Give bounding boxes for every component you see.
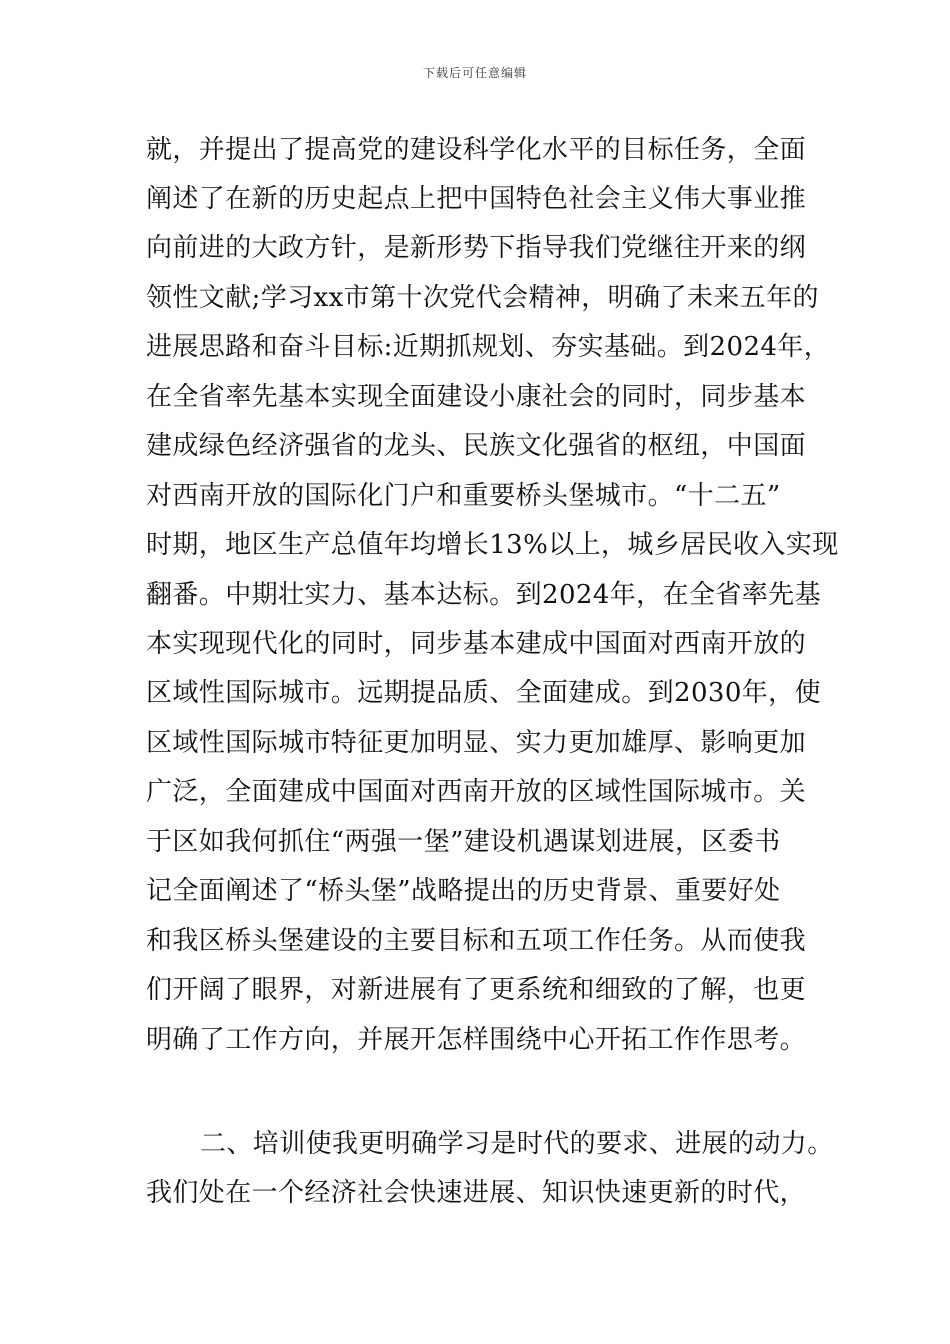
text-line: 广泛，全面建成中国面对西南开放的区域性国际城市。关 <box>146 777 807 807</box>
text-line: 和我区桥头堡建设的主要目标和五项工作任务。从而使我 <box>146 926 807 956</box>
page-header: 下载后可任意编辑 <box>422 66 527 80</box>
text-line: 进展思路和奋斗目标:近期抓规划、夯实基础。到2024年， <box>146 332 831 362</box>
text-line: 记全面阐述了“桥头堡”战略提出的历史背景、重要好处 <box>146 876 781 906</box>
text-line: 我们处在一个经济社会快速进展、知识快速更新的时代， <box>146 1178 807 1208</box>
text-line: 本实现现代化的同时，同步基本建成中国面对西南开放的 <box>146 629 807 659</box>
text-line: 于区如我何抓住“两强一堡”建设机遇谋划进展，区委书 <box>146 827 781 857</box>
text-line: 阐述了在新的历史起点上把中国特色社会主义伟大事业推 <box>146 184 807 214</box>
text-line: 领性文献;学习xx市第十次党代会精神，明确了未来五年的 <box>146 283 819 313</box>
text-line: 就，并提出了提高党的建设科学化水平的目标任务，全面 <box>146 135 807 165</box>
text-line: 建成绿色经济强省的龙头、民族文化强省的枢纽，中国面 <box>146 431 807 461</box>
text-line: 时期，地区生产总值年均增长13%以上，城乡居民收入实现 <box>146 530 839 560</box>
text-line: 对西南开放的国际化门户和重要桥头堡城市。“十二五” <box>146 481 781 511</box>
text-line: 向前进的大政方针，是新形势下指导我们党继往开来的纲 <box>146 233 807 263</box>
text-line: 二、培训使我更明确学习是时代的要求、进展的动力。 <box>200 1129 834 1159</box>
text-line: 在全省率先基本实现全面建设小康社会的同时，同步基本 <box>146 382 807 412</box>
text-line: 明确了工作方向，并展开怎样围绕中心开拓工作作思考。 <box>146 1025 807 1055</box>
text-line: 们开阔了眼界，对新进展有了更系统和细致的了解，也更 <box>146 975 807 1005</box>
text-line: 区域性国际城市。远期提品质、全面建成。到2030年，使 <box>146 678 821 708</box>
text-line: 区域性国际城市特征更加明显、实力更加雄厚、影响更加 <box>146 728 807 758</box>
text-line: 翻番。中期壮实力、基本达标。到2024年，在全省率先基 <box>146 580 821 610</box>
